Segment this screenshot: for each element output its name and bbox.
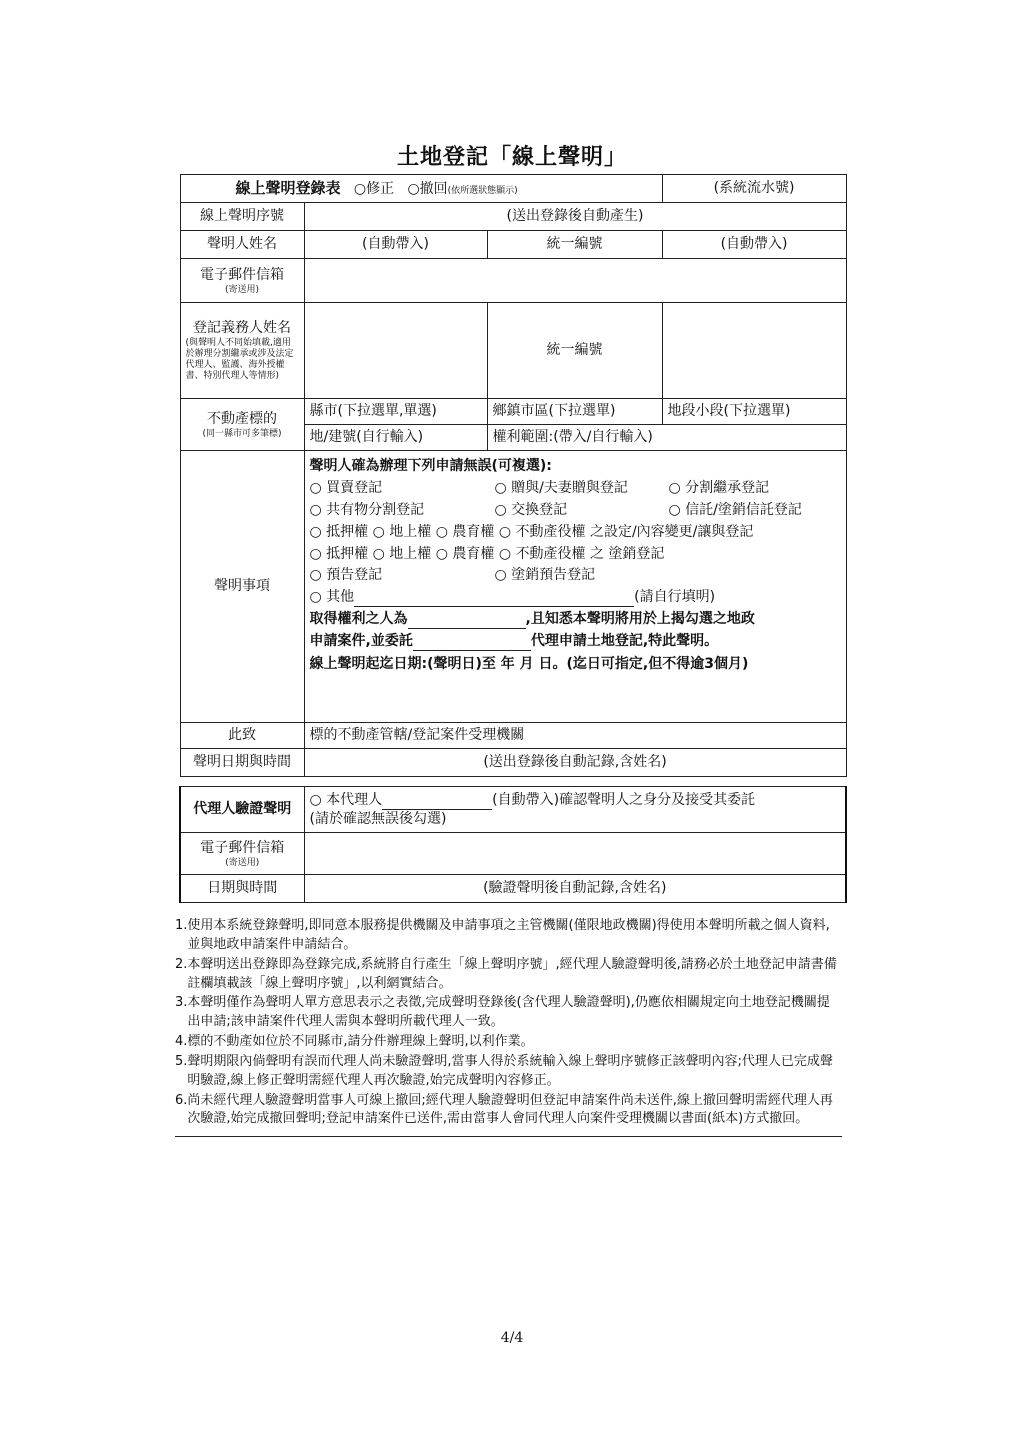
note-item: 5. 聲明期限內倘聲明有誤而代理人尚未驗證聲明,當事人得於系統輸入線上聲明序號修正該聲明內容;代理人已完成聲明驗證,線上修正聲明需經代理人再次驗證,始完成聲明內容修正。 bbox=[175, 1053, 833, 1088]
note-item: 6. 尚未經代理人驗證聲明當事人可線上撤回;經代理人驗證聲明但登記申請案件尚未送件,線上撤回聲明需經代理人再次驗證,始完成撤回聲明;登記申請案件已送件,需由當事人會同代理人向案件受理機關以書面(紙本)方式撤回。 bbox=[175, 1092, 833, 1127]
matters-label: 聲明事項 bbox=[180, 451, 304, 723]
other-blank[interactable] bbox=[354, 592, 634, 607]
obligor-id-label: 統一編號 bbox=[487, 303, 662, 399]
note-item: 1. 使用本系統登錄聲明,即同意本服務提供機關及申請事項之主管機關(僅限地政機關)得使用本聲明所載之個人資料,並與地政申請案件申請結合。 bbox=[175, 918, 830, 952]
agent-confirm-text: (自動帶入)確認聲明人之身分及接受其委託 bbox=[492, 791, 756, 808]
to-label: 此致 bbox=[180, 723, 304, 749]
name-label: 聲明人姓名 bbox=[180, 231, 304, 259]
id-label: 統一編號 bbox=[487, 231, 662, 259]
revise-option[interactable]: ○修正 bbox=[353, 181, 395, 198]
agent-email-label: 電子郵件信箱 bbox=[200, 839, 285, 856]
option-trust[interactable]: ○ 信託/塗銷信託登記 bbox=[668, 501, 802, 518]
option-inherit[interactable]: ○ 分割繼承登記 bbox=[668, 479, 770, 496]
page-title: 土地登記「線上聲明」 bbox=[396, 145, 627, 170]
agent-email-field[interactable] bbox=[304, 833, 846, 875]
id-value: (自動帶入) bbox=[662, 231, 846, 259]
form-name: 線上聲明登錄表 bbox=[235, 179, 341, 198]
option-sale[interactable]: ○ 買賣登記 bbox=[309, 479, 383, 496]
acquirer-text-a: 取得權利之人為 bbox=[309, 611, 408, 628]
to-value: 標的不動產管轄/登記案件受理機關 bbox=[304, 723, 846, 749]
name-value: (自動帶入) bbox=[304, 231, 487, 259]
acquirer-text-b: ,且知悉本聲明將用於上揭勾選之地政 bbox=[525, 611, 755, 628]
note-item: 2. 本聲明送出登錄即為登錄完成,系統將自行產生「線上聲明序號」,經代理人驗證聲明後,請務必於土地登記申請書備註欄填載該「線上聲明序號」,以利網實結合。 bbox=[175, 956, 837, 991]
obligor-note: (與聲明人不同始填載,適用於辦理分割繼承或涉及法定代理人、監護、海外授權書、特別代理人等情形) bbox=[185, 338, 294, 381]
entrust-text-a: 申請案件,並委託 bbox=[309, 633, 413, 650]
email-label: 電子郵件信箱 bbox=[200, 266, 284, 283]
obligor-name-field[interactable] bbox=[304, 303, 487, 399]
email-field[interactable] bbox=[304, 259, 846, 303]
page-number: 4/4 bbox=[500, 1330, 524, 1346]
property-label: 不動產標的 bbox=[207, 410, 277, 427]
note-item: 4. 標的不動產如位於不同縣市,請分件辦理線上聲明,以利作業。 bbox=[175, 1034, 534, 1050]
county-select[interactable]: 縣市(下拉選單,單選) bbox=[304, 399, 487, 425]
agent-confirm-option[interactable]: ○ 本代理人 bbox=[309, 791, 383, 808]
declaration-form bbox=[179, 174, 847, 903]
period-text: 線上聲明起迄日期:(聲明日)至 年 月 日。(迄日可指定,但不得逾3個月) bbox=[309, 656, 749, 673]
option-other[interactable]: ○ 其他 bbox=[309, 589, 355, 606]
agent-confirm-note: (請於確認無誤後勾選) bbox=[309, 810, 447, 827]
agent-name-blank bbox=[382, 795, 492, 810]
datetime-value: (送出登錄後自動記錄,含姓名) bbox=[304, 749, 846, 777]
agent-datetime-value: (驗證聲明後自動記錄,含姓名) bbox=[304, 875, 846, 903]
notes-section bbox=[175, 917, 842, 1137]
option-rights-set[interactable]: ○ 抵押權 ○ 地上權 ○ 農育權 ○ 不動產役權 之設定/內容變更/讓與登記 bbox=[309, 523, 754, 540]
section-select[interactable]: 地段小段(下拉選單) bbox=[662, 399, 846, 425]
form-header bbox=[180, 175, 662, 203]
obligor-id-field[interactable] bbox=[662, 303, 846, 399]
agent-datetime-label: 日期與時間 bbox=[180, 875, 304, 903]
note-item: 3. 本聲明僅作為聲明人單方意思表示之表徵,完成聲明登錄後(含代理人驗證聲明),仍應依相關規定向土地登記機關提出申請;該申請案件代理人需與本聲明所載代理人一致。 bbox=[175, 995, 830, 1030]
seq-value: (送出登錄後自動產生) bbox=[304, 203, 846, 231]
option-notice-cancel[interactable]: ○ 塗銷預告登記 bbox=[494, 567, 596, 584]
entrust-blank[interactable] bbox=[413, 636, 531, 651]
serial-number: (系統流水號) bbox=[662, 175, 846, 203]
matters-intro: 聲明人確為辦理下列申請無誤(可複選): bbox=[309, 458, 552, 474]
seq-label: 線上聲明序號 bbox=[180, 203, 304, 231]
agent-label: 代理人驗證聲明 bbox=[180, 787, 304, 833]
email-label-cell bbox=[180, 259, 304, 303]
obligor-label: 登記義務人姓名 bbox=[193, 320, 291, 337]
option-exchange[interactable]: ○ 交換登記 bbox=[494, 501, 568, 518]
withdraw-note: (依所選狀態顯示) bbox=[447, 186, 518, 197]
other-note: (請自行填明) bbox=[634, 589, 716, 606]
option-rights-cancel[interactable]: ○ 抵押權 ○ 地上權 ○ 農育權 ○ 不動產役權 之 塗銷登記 bbox=[309, 545, 665, 562]
town-select[interactable]: 鄉鎮市區(下拉選單) bbox=[487, 399, 662, 425]
option-coownership[interactable]: ○ 共有物分割登記 bbox=[309, 501, 425, 518]
agent-email-label-cell bbox=[180, 833, 304, 875]
agent-cell bbox=[304, 787, 846, 833]
lot-input[interactable]: 地/建號(自行輸入) bbox=[304, 425, 487, 451]
option-gift[interactable]: ○ 贈與/夫妻贈與登記 bbox=[494, 479, 628, 496]
email-note: (寄送用) bbox=[224, 284, 260, 295]
rights-input[interactable]: 權利範圍:(帶入/自行輸入) bbox=[487, 425, 846, 451]
obligor-label-cell bbox=[180, 303, 304, 399]
datetime-label: 聲明日期與時間 bbox=[180, 749, 304, 777]
section-gap bbox=[180, 777, 846, 787]
withdraw-option[interactable]: ○撤回 bbox=[407, 181, 448, 198]
property-note: (同一縣市可多筆標) bbox=[202, 428, 282, 439]
entrust-text-b: 代理申請土地登記,特此聲明。 bbox=[530, 633, 719, 650]
property-label-cell bbox=[180, 399, 304, 451]
agent-email-note: (寄送用) bbox=[225, 857, 260, 868]
option-notice[interactable]: ○ 預告登記 bbox=[309, 567, 383, 584]
acquirer-blank[interactable] bbox=[408, 614, 526, 629]
matters-cell bbox=[304, 451, 846, 723]
